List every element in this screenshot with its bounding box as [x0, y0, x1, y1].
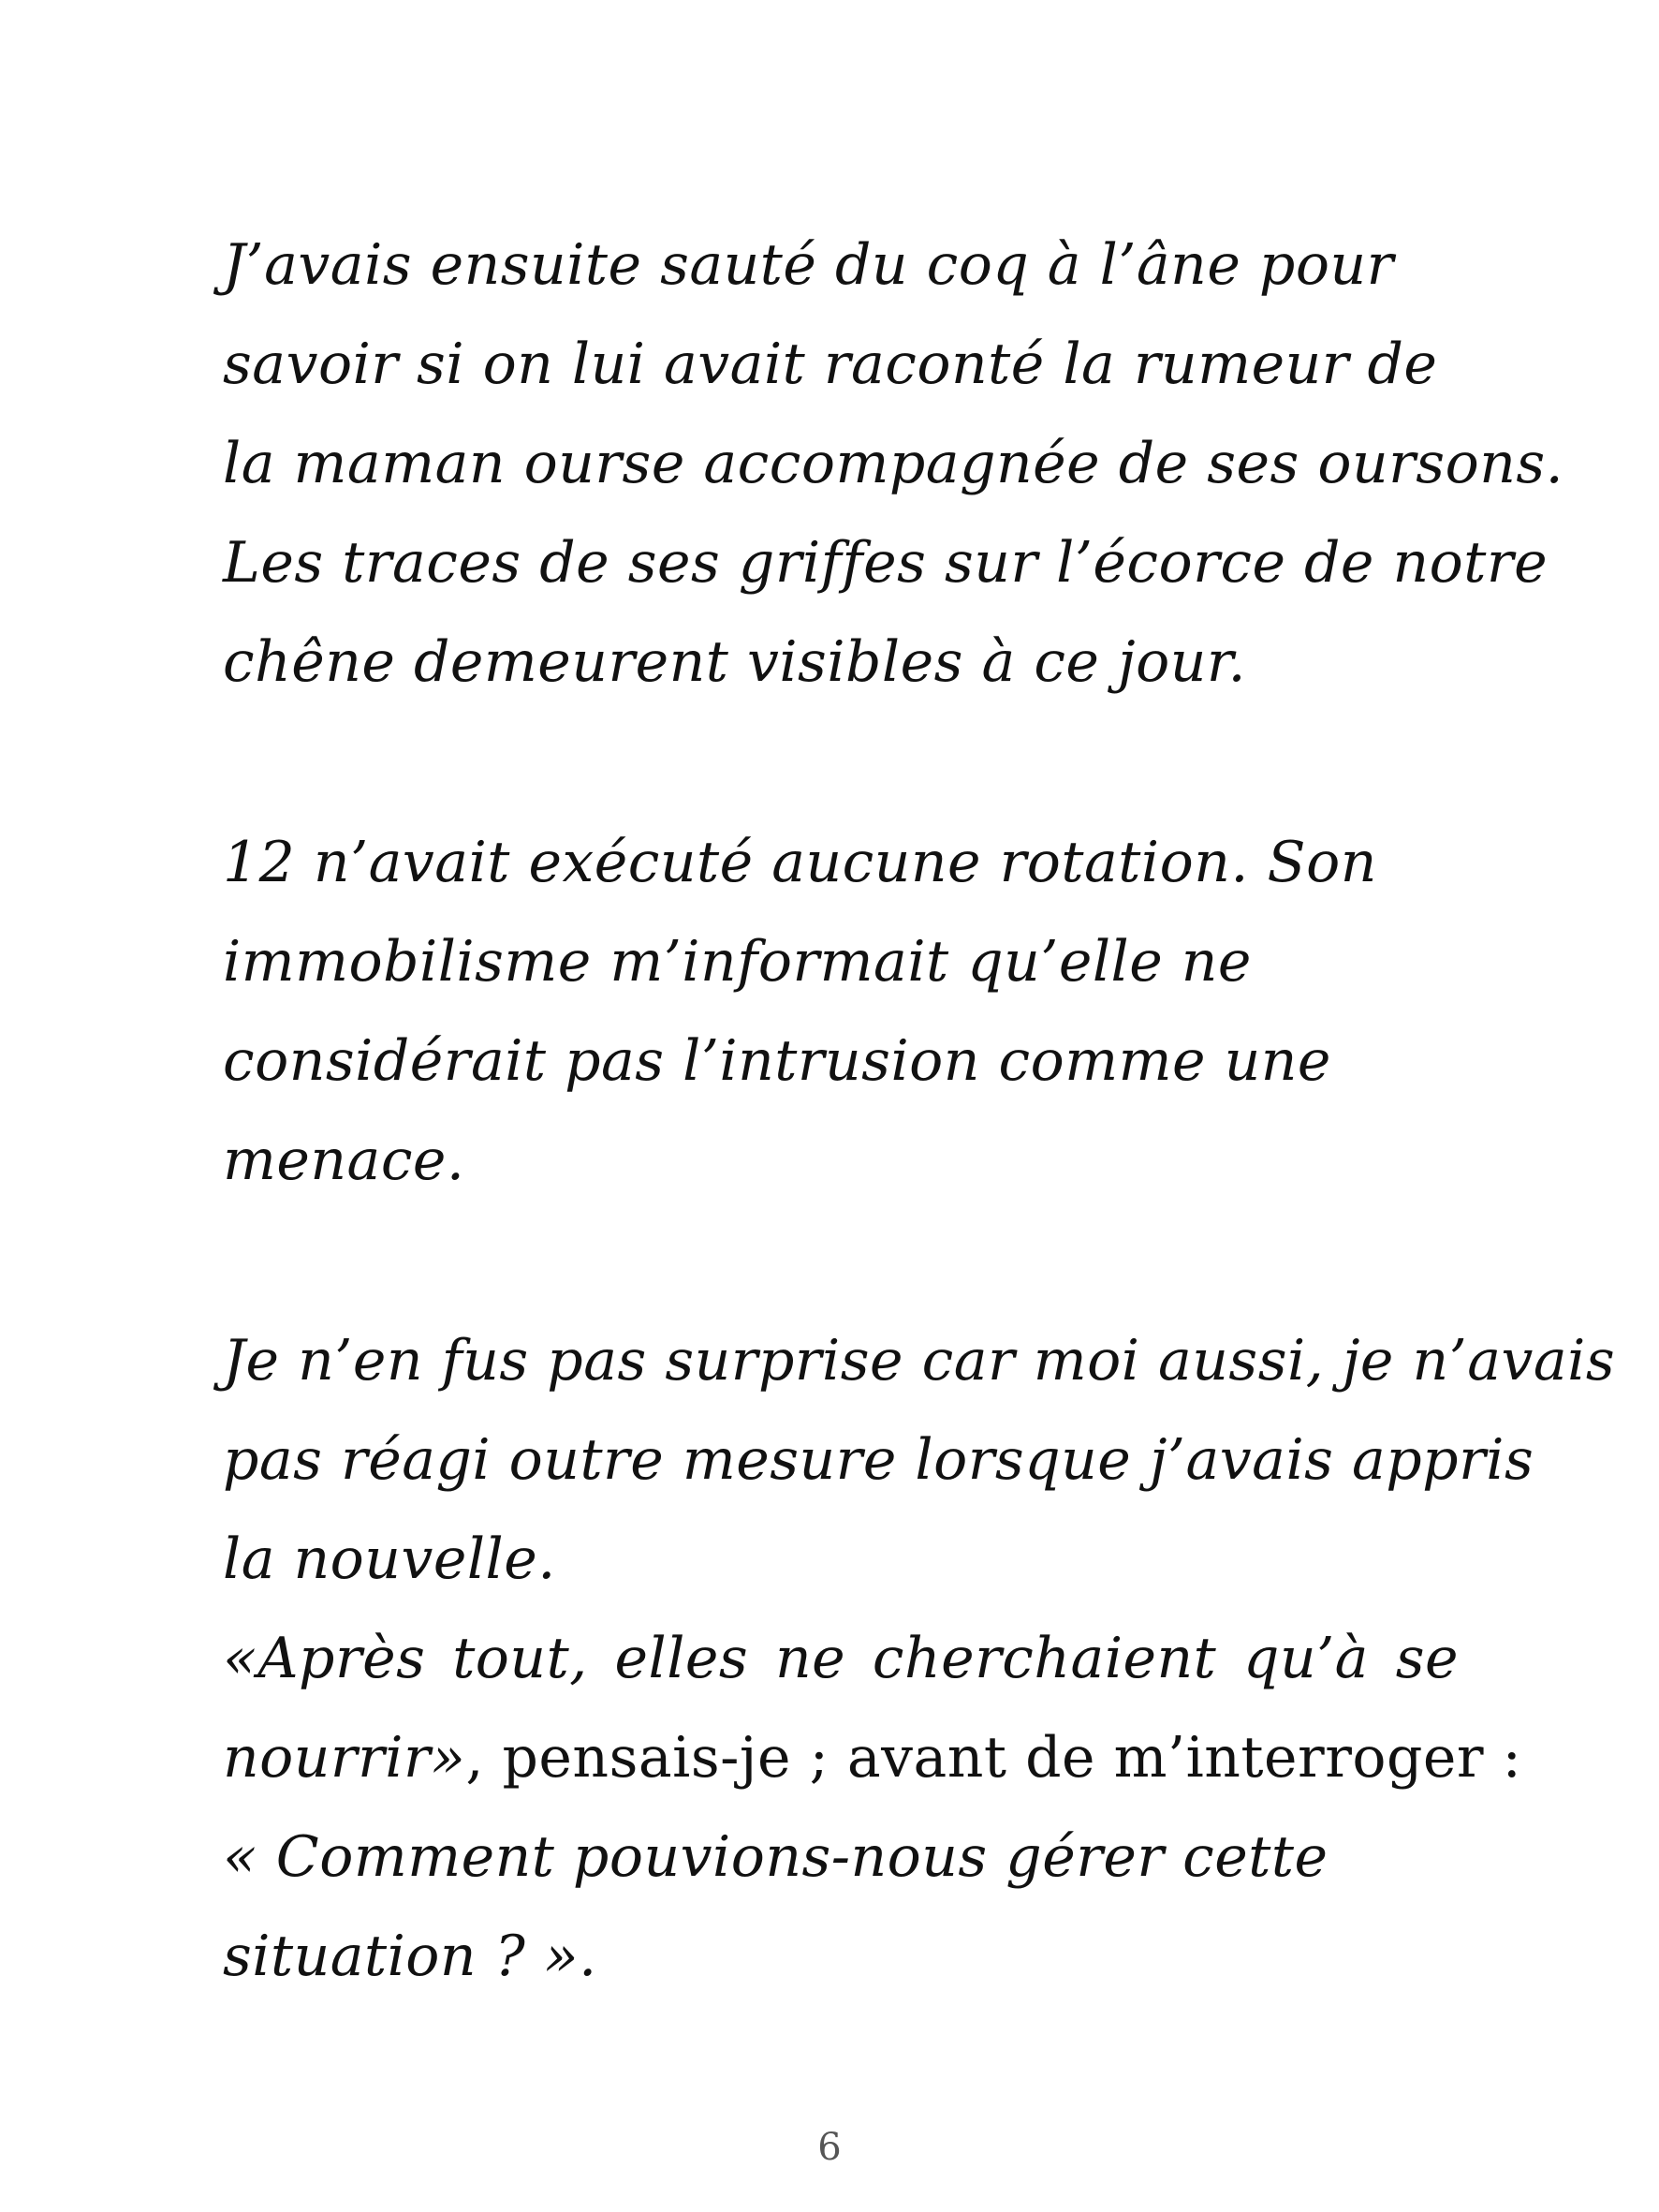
paragraph-line: 12 n’avait exécuté aucune rotation. Son [223, 830, 1377, 895]
quote-line: situation ? ». [223, 1924, 597, 1989]
paragraph-line: la nouvelle. [223, 1526, 556, 1592]
paragraph-line: immobilisme m’informait qu’elle ne [223, 929, 1252, 995]
quote-line-mixed [223, 1708, 1522, 1807]
paragraph-line: la maman ourse accompagnée de ses oursons. [223, 431, 1564, 496]
paragraph-line: pas réagi outre mesure lorsque j’avais appris [223, 1427, 1534, 1493]
quote-line: «Après tout, elles ne cherchaient qu’à se [223, 1626, 1459, 1691]
paragraph-line: menace. [223, 1128, 465, 1193]
paragraph-line: considérait pas l’intrusion comme une [223, 1028, 1331, 1094]
paragraph-line: Les traces de ses griffes sur l’écorce de notre [223, 530, 1549, 596]
page-number: 6 [817, 2126, 842, 2169]
quote-line: « Comment pouvions-nous gérer cette [223, 1824, 1329, 1890]
paragraph-3 [223, 1311, 1616, 2006]
paragraph-line: chêne demeurent visibles à ce jour. [223, 629, 1247, 695]
paragraph-2 [223, 813, 1459, 1210]
paragraph-line: J’avais ensuite sauté du coq à l’âne pour [223, 232, 1394, 298]
paragraph-line: Je n’en fus pas surprise car moi aussi, je n’avais [223, 1328, 1616, 1394]
paragraph-line: savoir si on lui avait raconté la rumeur de [223, 332, 1438, 397]
narration-fragment: , pensais-je ; avant de m’interroger : [465, 1725, 1522, 1791]
quote-fragment-italic: nourrir» [223, 1725, 466, 1791]
paragraph-1 [223, 215, 1564, 712]
